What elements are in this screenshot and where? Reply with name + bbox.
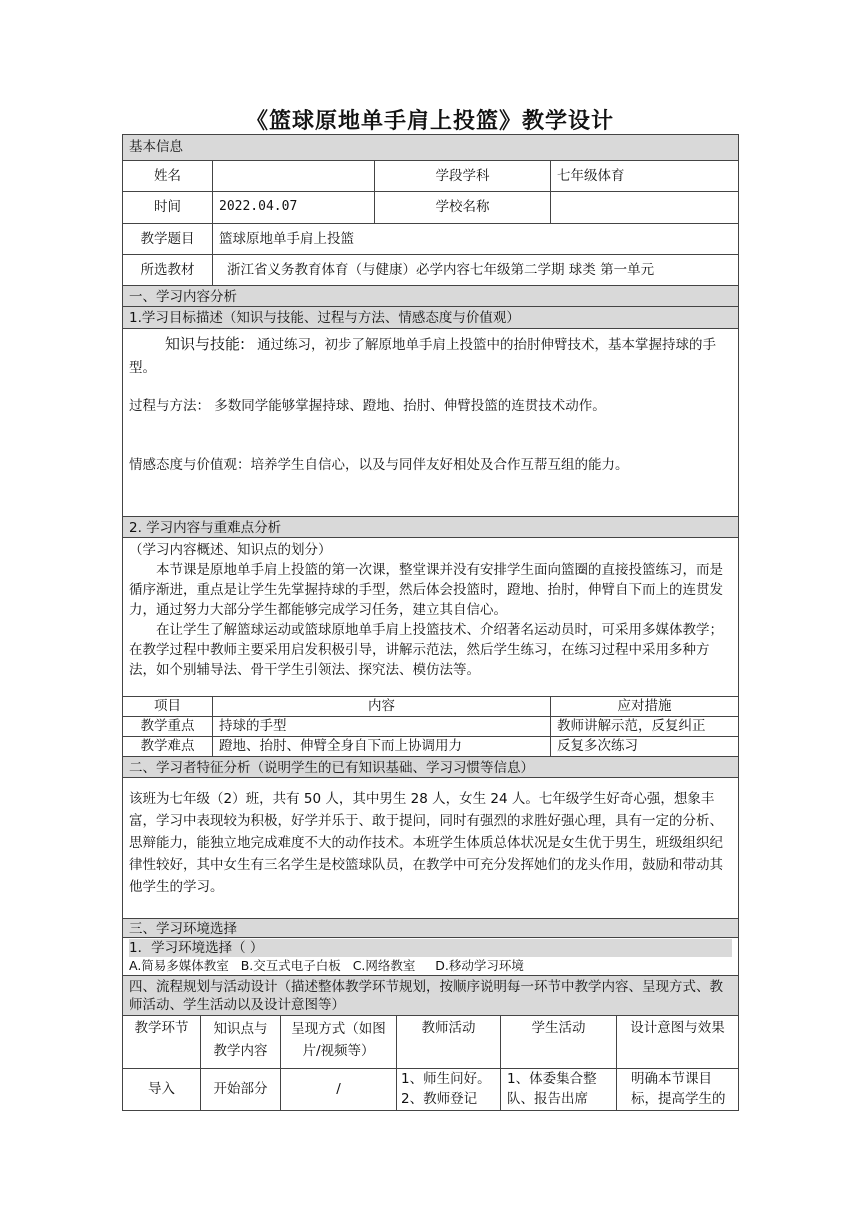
difficult-point-content: 蹬地、抬肘、伸臂全身自下而上协调用力 — [213, 737, 551, 757]
time-value[interactable]: 2022.04.07 — [213, 192, 375, 224]
basic-info-header: 基本信息 — [123, 135, 739, 161]
row-stage: 导入 — [148, 1081, 175, 1097]
key-point-label: 教学重点 — [123, 717, 213, 737]
key-point-measure: 教师讲解示范，反复纠正 — [551, 717, 739, 737]
col-stage: 教学环节 — [123, 1016, 201, 1069]
col-method: 呈现方式（如图片/视频等） — [281, 1016, 397, 1069]
col-teacher: 教师活动 — [397, 1016, 501, 1069]
learner-analysis-text: 该班为七年级（2）班，共有 50 人，其中男生 28 人，女生 24 人。七年级学生好奇心强，想象丰富，学习中表现较为积极，好学并乐于、敢于提问，同时有强烈的求胜好强心理，具有一定的分析、思辩能力，能独立地完成难度不大的动作技术。本班学生体质总体状况是女生优于男生，班级组织纪律性较好，其中女生有三名学生是校篮球队员，在教学中可充分发挥她们的龙头作用，鼓励和带动其他学生的学习。 — [129, 791, 723, 895]
material-value[interactable]: 浙江省义务教育体育（与健康）必学内容七年级第二学期 球类 第一单元 — [213, 255, 739, 286]
difficult-point-measure: 反复多次练习 — [551, 737, 739, 757]
row-method-cell — [281, 1069, 397, 1111]
page-title: 《篮球原地单手肩上投篮》教学设计 — [245, 109, 614, 134]
points-header-measure: 应对措施 — [551, 697, 739, 717]
row-stage-cell — [123, 1069, 201, 1111]
environment-options[interactable]: A.简易多媒体教室 B.交互式电子白板 C.网络教室 D.移动学习环境 — [129, 958, 524, 973]
lesson-plan-table — [122, 134, 739, 1111]
col-student: 学生活动 — [501, 1016, 617, 1069]
knowledge-skill — [129, 333, 730, 380]
section1-header: 一、学习内容分析 — [123, 286, 739, 307]
row-student: 1、体委集合整队、报告出席 — [501, 1069, 617, 1111]
row-teacher: 1、师生问好。2、教师登记 — [397, 1069, 501, 1111]
material-label: 所选教材 — [123, 255, 213, 286]
name-label: 姓名 — [123, 161, 213, 192]
section3-header: 三、学习环境选择 — [123, 919, 739, 938]
environment-subheader: 1．学习环境选择（ ） — [129, 939, 732, 957]
emotion-value: 情感态度与价值观：培养学生自信心，以及与同伴友好相处及合作互帮互组的能力。 — [129, 457, 629, 473]
content-analysis-subheader: 2. 学习内容与重难点分析 — [123, 517, 739, 538]
school-label: 学校名称 — [375, 192, 551, 224]
content-paragraph-2: 在让学生了解篮球运动或篮球原地单手肩上投篮技术、介绍著名运动员时，可采用多媒体教学；在教学过程中教师主要采用启发积极引导，讲解示范法，然后学生练习，在练习过程中采用多种方法，如个别辅导法、骨干学生引领法、探究法、模仿法等。 — [129, 622, 723, 678]
stage-value[interactable]: 七年级体育 — [551, 161, 739, 192]
key-point-content: 持球的手型 — [213, 717, 551, 737]
stage-label: 学段学科 — [375, 161, 551, 192]
topic-label: 教学题目 — [123, 224, 213, 255]
learner-analysis-body — [123, 778, 739, 919]
environment-block — [123, 938, 739, 976]
process-method: 过程与方法： 多数同学能够掌握持球、蹬地、抬肘、伸臂投篮的连贯技术动作。 — [129, 398, 606, 414]
objectives-subheader: 1.学习目标描述（知识与技能、过程与方法、情感态度与价值观） — [123, 307, 739, 329]
difficult-point-label: 教学难点 — [123, 737, 213, 757]
row-knowledge-cell — [201, 1069, 281, 1111]
col-knowledge: 知识点与教学内容 — [201, 1016, 281, 1069]
points-header-item: 项目 — [123, 697, 213, 717]
objectives-content — [123, 329, 739, 517]
topic-value[interactable]: 篮球原地单手肩上投篮 — [213, 224, 739, 255]
content-paragraph-1: 本节课是原地单手肩上投篮的第一次课，整堂课并没有安排学生面向篮圈的直接投篮练习，而是循序渐进，重点是让学生先掌握持球的手型，然后体会投篮时，蹬地、抬肘，伸臂自下而上的连贯发力，通过努力大部分学生都能够完成学习任务，建立其自信心。 — [129, 562, 723, 618]
content-analysis-body — [123, 538, 739, 697]
row-intent: 明确本节课目标，提高学生的 — [617, 1069, 739, 1111]
col-intent: 设计意图与效果 — [617, 1016, 739, 1069]
knowledge-label: 知识与技能: — [165, 335, 246, 353]
time-label: 时间 — [123, 192, 213, 224]
name-value[interactable] — [213, 161, 375, 192]
knowledge-text: 通过练习，初步了解原地单手肩上投篮中的抬肘伸臂技术，基本掌握持球的手型。 — [129, 337, 717, 376]
school-value[interactable] — [551, 192, 739, 224]
row-method: / — [336, 1081, 341, 1097]
points-header-content: 内容 — [213, 697, 551, 717]
section2-header: 二、学习者特征分析（说明学生的已有知识基础、学习习惯等信息） — [123, 757, 739, 778]
content-overview: （学习内容概述、知识点的划分） — [129, 542, 332, 558]
row-knowledge: 开始部分 — [213, 1081, 268, 1097]
section4-header: 四、流程规划与活动设计（描述整体教学环节规划，按顺序说明每一环节中教学内容、呈现方式、教师活动、学生活动以及设计意图等） — [123, 976, 739, 1016]
